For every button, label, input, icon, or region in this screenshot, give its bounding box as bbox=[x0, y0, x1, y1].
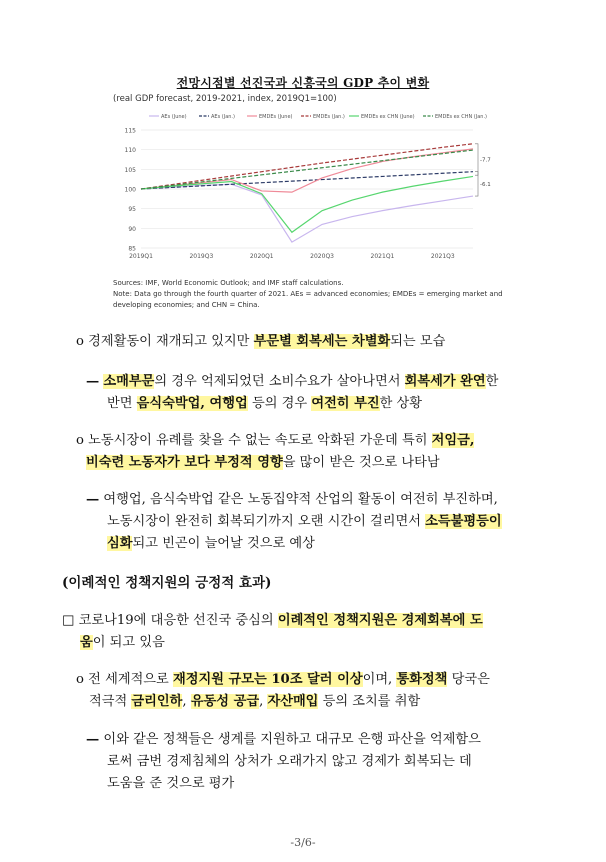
bullet-dash: — bbox=[86, 374, 100, 389]
y-tick-label: 105 bbox=[124, 166, 136, 174]
paragraph-3-line1 bbox=[76, 430, 474, 452]
figure-subtitle: (real GDP forecast, 2019-2021, index, 2019Q1=100) bbox=[113, 94, 337, 104]
figure-title: 전망시점별 선진국과 신흥국의 GDP 추이 변화 bbox=[176, 76, 430, 90]
text: 여행업, 음식숙박업 같은 노동집약적 산업의 활동이 여전히 부진하며, bbox=[103, 492, 498, 507]
annotation-label: -7.7 bbox=[480, 157, 491, 164]
bullet-dash: — bbox=[86, 732, 100, 747]
section-title: (이례적인 정책지원의 긍정적 효과) bbox=[62, 575, 272, 591]
legend-label: EMDEs (June) bbox=[259, 114, 293, 120]
highlight: 여전히 부진 bbox=[311, 396, 380, 411]
text: 노동시장이 완전히 회복되기까지 오랜 시간이 걸리면서 bbox=[107, 514, 426, 529]
legend-label: EMDEs ex CHN (June) bbox=[361, 114, 415, 120]
paragraph-7-line2: 로써 금번 경제침체의 상처가 오래가지 않고 경제가 회복되는 데 bbox=[107, 754, 472, 769]
chart-x-ticks bbox=[129, 253, 455, 260]
page-number: -3/6- bbox=[290, 836, 316, 849]
paragraph-3-line2 bbox=[86, 452, 440, 474]
text: , bbox=[259, 694, 268, 709]
series-line bbox=[141, 144, 473, 189]
text: 등의 조치를 취함 bbox=[318, 694, 421, 709]
paragraph-5-line1 bbox=[62, 610, 483, 632]
text: 전 세계적으로 bbox=[88, 672, 173, 687]
y-tick-label: 100 bbox=[124, 186, 136, 194]
text: 반면 bbox=[107, 396, 137, 411]
y-tick-label: 90 bbox=[128, 225, 136, 233]
figure-note-line1: Note: Data go through the fourth quarter of 2021. AEs = advanced economies; EMDEs = emerging market and bbox=[113, 290, 503, 298]
text: 등의 경우 bbox=[247, 396, 312, 411]
paragraph-4-line1 bbox=[86, 489, 498, 511]
x-tick-label: 2019Q1 bbox=[129, 253, 153, 260]
y-tick-label: 95 bbox=[128, 206, 136, 214]
chart-y-ticks bbox=[125, 128, 137, 253]
paragraph-7-line1 bbox=[86, 729, 481, 751]
text: 코로나19에 대응한 선진국 중심의 bbox=[78, 613, 278, 628]
paragraph-2-line2 bbox=[107, 393, 422, 415]
paragraph-2-line1 bbox=[86, 371, 498, 393]
figure-note-line2: developing economies; and CHN = China. bbox=[113, 301, 260, 309]
highlight: 통화정책 bbox=[396, 672, 448, 687]
paragraph-7-line3: 도움을 준 것으로 평가 bbox=[107, 776, 235, 791]
x-tick-label: 2021Q1 bbox=[370, 253, 395, 260]
highlight: 비숙련 노동자가 보다 부정적 영향 bbox=[86, 455, 283, 470]
x-tick-label: 2020Q3 bbox=[310, 253, 334, 260]
series-line bbox=[141, 184, 473, 242]
bullet-o: o bbox=[76, 433, 84, 448]
x-tick-label: 2020Q1 bbox=[249, 253, 274, 260]
legend-label: AEs (Jan.) bbox=[211, 114, 235, 120]
bullet-o: o bbox=[76, 672, 84, 687]
highlight: 금리인하 bbox=[131, 694, 183, 709]
legend-label: EMDEs ex CHN (Jan.) bbox=[435, 114, 487, 120]
text: 적극적 bbox=[89, 694, 132, 709]
highlight: 회복세가 완연 bbox=[404, 374, 486, 389]
y-tick-label: 115 bbox=[124, 127, 136, 135]
gdp-line-chart bbox=[113, 108, 491, 268]
bullet-o: o bbox=[76, 334, 84, 349]
text: , bbox=[182, 694, 191, 709]
text: 이며, bbox=[362, 672, 397, 687]
highlight: 이례적인 정책지원은 경제회복에 도 bbox=[277, 613, 483, 628]
y-tick-label: 85 bbox=[128, 245, 136, 253]
paragraph-1 bbox=[76, 331, 445, 353]
paragraph-6-line2 bbox=[89, 691, 420, 713]
highlight: 자산매입 bbox=[267, 694, 319, 709]
series-line bbox=[141, 172, 473, 189]
chart-series-lines bbox=[141, 144, 473, 242]
highlight: 재정지원 규모는 10조 달러 이상 bbox=[172, 672, 363, 687]
chart-legend bbox=[149, 114, 487, 120]
highlight: 소득불평등이 bbox=[425, 514, 502, 529]
paragraph-5-line2 bbox=[80, 632, 165, 654]
text: 한 bbox=[485, 374, 499, 389]
paragraph-4-line2 bbox=[107, 511, 502, 533]
text: 이와 같은 정책들은 생계를 지원하고 대규모 은행 파산을 억제함으 bbox=[103, 732, 481, 747]
text: 당국은 bbox=[447, 672, 490, 687]
figure-source: Sources: IMF, World Economic Outlook; and IMF staff calculations. bbox=[113, 279, 344, 287]
highlight: 유동성 공급 bbox=[190, 694, 260, 709]
highlight: 움 bbox=[80, 635, 93, 650]
annotation-bracket bbox=[475, 144, 478, 175]
highlight: 부문별 회복세는 차별화 bbox=[253, 334, 391, 349]
annotation-label: -6.1 bbox=[480, 181, 491, 188]
highlight: 소매부문 bbox=[103, 374, 155, 389]
bullet-dash: — bbox=[86, 492, 100, 507]
y-tick-label: 110 bbox=[124, 147, 136, 155]
x-tick-label: 2019Q3 bbox=[189, 253, 214, 260]
chart-gridlines bbox=[141, 130, 473, 248]
legend-label: EMDEs (Jan.) bbox=[313, 114, 345, 120]
bullet-box: □ bbox=[62, 613, 75, 628]
text: 노동시장이 유례를 찾을 수 없는 속도로 악화된 가운데 특히 bbox=[88, 433, 432, 448]
text: 한 상황 bbox=[379, 396, 423, 411]
text: 이 되고 있음 bbox=[92, 635, 165, 650]
legend-label: AEs (June) bbox=[161, 114, 187, 120]
chart-annotations bbox=[475, 144, 491, 196]
highlight: 심화 bbox=[107, 536, 133, 551]
text: 을 많이 받은 것으로 나타남 bbox=[282, 455, 440, 470]
text: 되는 모습 bbox=[390, 334, 446, 349]
paragraph-4-line3 bbox=[107, 533, 315, 555]
text: 의 경우 억제되었던 소비수요가 살아나면서 bbox=[154, 374, 405, 389]
highlight: 음식숙박업, 여행업 bbox=[136, 396, 248, 411]
paragraph-6-line1 bbox=[76, 669, 490, 691]
text: 경제활동이 재개되고 있지만 bbox=[88, 334, 254, 349]
x-tick-label: 2021Q3 bbox=[430, 253, 455, 260]
highlight: 저임금, bbox=[431, 433, 475, 448]
text: 되고 빈곤이 늘어날 것으로 예상 bbox=[132, 536, 315, 551]
